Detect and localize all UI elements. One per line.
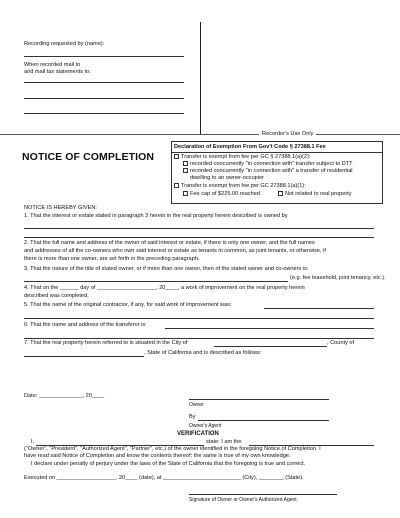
recorder-divider <box>0 134 400 135</box>
owner-label: Owner <box>189 402 204 408</box>
verification-i: I, <box>31 439 35 445</box>
exemption-option-3-label: recorded concurrently "in connection with" a transfer of residential <box>190 168 353 174</box>
p5-line-b <box>24 318 374 319</box>
mail-line-2 <box>24 98 184 99</box>
paragraph-2a: 2. That the full name and address of the owner of said interest or estate, if there is only one owner, and the full names <box>24 240 315 246</box>
date-line: Date: ______________, 20____ <box>24 393 105 399</box>
verification-state: state: I am the <box>206 439 242 445</box>
exemption-option-5-label: Fee cap of $225.00 reached <box>190 191 260 197</box>
verification-line-3: I declare under penalty of perjury under the laws of the State of California that the foregoing is true and correct. <box>31 461 306 467</box>
paragraph-3-example: (e.g. fee leasehold, joint tenancy, etc.). <box>290 275 386 281</box>
agent-sig-line <box>198 420 329 421</box>
paragraph-5: 5. That the name of the original contractor, if any, for said work of improvement was: <box>24 302 232 308</box>
p1-line-2 <box>24 237 374 238</box>
owner-sig-line <box>189 399 329 400</box>
mail-to-label-1: When recorded mail to <box>24 62 81 68</box>
exemption-option-3 <box>183 168 353 175</box>
verification-line-2: have read said Notice of Completion and know the contents thereof; the same is true of my own knowledge. <box>24 453 291 459</box>
paragraph-7b: , County of <box>327 340 355 346</box>
header-divider <box>200 22 201 134</box>
requested-by-line <box>24 56 184 57</box>
checkbox-residential[interactable] <box>183 168 188 173</box>
paragraph-6: 6. That the name and address of the transferor is: <box>24 322 147 328</box>
mail-line-3 <box>24 113 184 114</box>
recording-requested-label: Recording requested by (name): <box>24 41 105 47</box>
p7-city-line <box>214 346 327 347</box>
paragraph-2b: and addresses of all the co-owners who own said interest or estate as tenants in common, as joint tenants, or otherwise, if <box>24 248 326 254</box>
exemption-option-2-label: recorded concurrently "in connection with" transfer subject to DTT <box>190 161 353 167</box>
exemption-option-3-cont: dwelling to an owner-occupier <box>190 175 265 181</box>
exemption-option-2 <box>183 161 353 168</box>
recorders-use-label: Recorder's Use Only <box>259 131 316 138</box>
paragraph-1: 1. That the interest or estate stated in paragraph 3 herein in the real property herein described is owned by <box>24 213 288 219</box>
paragraph-3: 3. That the nature of the title of stated owner, or if more than one owner, then of the stated owner and co-owners is: <box>24 266 309 272</box>
verification-line-1: ("Owner", "President", "Authorized Agent", "Partner", etc.) of the owner identified in the foregoing Notice of Completion. I <box>24 446 321 452</box>
checkbox-dtt[interactable] <box>183 161 188 166</box>
by-label: By <box>189 414 196 420</box>
notice-given: NOTICE IS HEREBY GIVEN: <box>24 205 97 211</box>
signature-caption: Signature of Owner or Owner's Authorized Agent <box>189 497 297 503</box>
paragraph-4a: 4. That on the ______ day of ___________________, 20____, a work of improvement on the real property herein <box>24 285 305 291</box>
exemption-option-4-label: Transfer is exempt from fee per GC 27388.1(a)(1): <box>181 183 306 189</box>
final-sig-line <box>189 494 337 495</box>
p7-county-line <box>24 356 144 357</box>
paragraph-7c: , State of California and is described as follows: <box>144 350 262 356</box>
paragraph-7a: 7. That the real property herein referred to is situated in the City of <box>24 340 188 346</box>
exemption-heading: Declaration of Exemption From Gov't Code § 27388.1 Fee <box>174 144 326 150</box>
checkbox-exempt-a2[interactable] <box>174 154 179 159</box>
p3-line <box>24 281 288 282</box>
p5-line-a <box>264 308 374 309</box>
paragraph-4b: described was completed. <box>24 293 89 299</box>
verification-heading: VERIFICATION <box>177 431 219 437</box>
checkbox-not-real-property[interactable] <box>278 191 283 196</box>
exemption-heading-rule <box>171 152 383 153</box>
p6-line-a <box>165 328 374 329</box>
p1-line-1 <box>24 228 374 229</box>
checkbox-exempt-a1[interactable] <box>174 183 179 188</box>
p6-line-b <box>24 338 374 339</box>
page-title: NOTICE OF COMPLETION <box>22 151 155 163</box>
exemption-option-1 <box>174 154 310 161</box>
exemption-option-6 <box>278 191 352 198</box>
checkbox-fee-cap[interactable] <box>183 191 188 196</box>
mail-to-label-2: and mail tax statements to: <box>24 69 91 75</box>
exemption-option-4 <box>174 183 306 190</box>
exemption-option-6-label: Not related to real property <box>285 191 352 197</box>
exemption-option-5 <box>183 191 260 198</box>
executed-line: Executed on ___________________, 20____ (date), at _________________________ (City), ________ (State). <box>24 475 304 481</box>
exemption-option-1-label: Transfer is exempt from fee per GC § 27388.1(a)(2): <box>181 154 311 160</box>
mail-line-1 <box>24 82 184 83</box>
paragraph-2c: there is more than one owner, are set forth in the preceding paragraph. <box>24 256 200 262</box>
owners-agent-label: Owner's Agent <box>189 423 222 429</box>
